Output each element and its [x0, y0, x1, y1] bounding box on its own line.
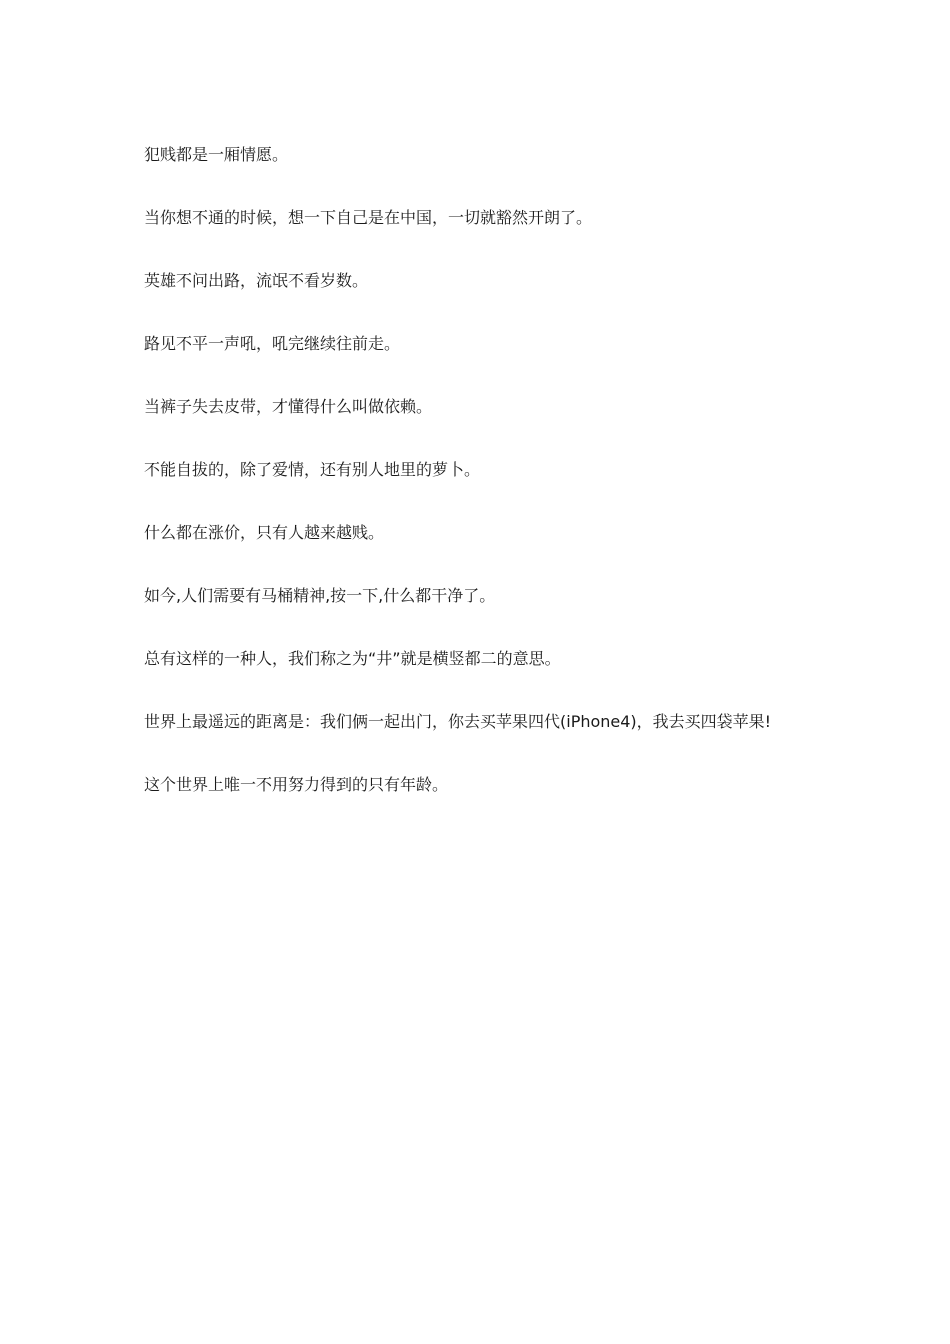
text-line: 如今,人们需要有马桶精神,按一下,什么都干净了。 [144, 586, 496, 605]
document-body [144, 143, 824, 836]
text-line: 世界上最遥远的距离是：我们俩一起出门，你去买苹果四代(iPhone4)，我去买四袋苹果! [144, 712, 772, 731]
text-line: 当你想不通的时候，想一下自己是在中国，一切就豁然开朗了。 [144, 208, 593, 227]
text-line: 英雄不问出路，流氓不看岁数。 [144, 271, 369, 290]
text-line: 路见不平一声吼，吼完继续往前走。 [144, 334, 401, 353]
text-line: 总有这样的一种人，我们称之为“井”就是横竖都二的意思。 [144, 649, 561, 668]
text-line: 这个世界上唯一不用努力得到的只有年龄。 [144, 775, 449, 794]
text-line: 犯贱都是一厢情愿。 [144, 145, 289, 164]
text-line: 什么都在涨价，只有人越来越贱。 [144, 523, 385, 542]
text-line: 不能自拔的，除了爱情，还有别人地里的萝卜。 [144, 460, 481, 479]
text-line: 当裤子失去皮带，才懂得什么叫做依赖。 [144, 397, 433, 416]
